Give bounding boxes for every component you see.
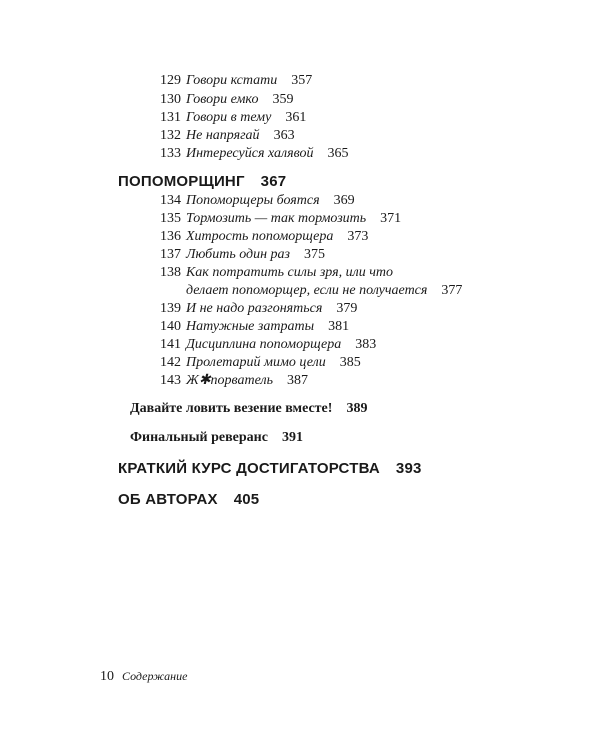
entry-title: Не напрягай	[186, 128, 260, 143]
entry-number: 131	[160, 110, 181, 125]
toc-entry	[160, 91, 293, 109]
toc-entry	[160, 228, 368, 246]
entry-page: 387	[287, 373, 308, 388]
toc-entry	[160, 192, 355, 210]
entry-number: 132	[160, 128, 181, 143]
entry-page: 365	[327, 146, 349, 161]
entry-title: Дисциплина попоморщера	[186, 337, 342, 352]
toc-subsection	[130, 430, 303, 446]
section-title: КРАТКИЙ КУРС ДОСТИГАТОРСТВА	[118, 460, 380, 477]
entry-page: 361	[285, 110, 307, 125]
entry-page: 379	[336, 301, 358, 316]
running-footer-label: Содержание	[122, 669, 188, 683]
toc-entry	[160, 264, 462, 300]
entry-title-continuation	[160, 282, 462, 300]
entry-page: 383	[355, 337, 377, 352]
entry-number: 143	[160, 373, 181, 388]
entry-title: Как потратить силы зря, или что	[186, 265, 394, 280]
entry-page: 357	[291, 73, 313, 88]
entry-title: Хитрость попоморщера	[186, 229, 334, 244]
subsection-title: Финальный реверанс	[130, 430, 268, 445]
toc-entry	[160, 246, 325, 264]
toc-entry	[160, 372, 308, 390]
entry-title: И не надо разгоняться	[186, 301, 323, 316]
entry-title: Любить один раз	[186, 247, 290, 262]
toc-entry	[160, 300, 357, 318]
toc-entry	[160, 354, 361, 372]
entry-title: Попоморщеры боятся	[186, 193, 320, 208]
entry-number: 133	[160, 146, 181, 161]
subsection-page: 389	[346, 401, 368, 416]
toc-entry	[160, 210, 401, 228]
entry-number: 142	[160, 355, 181, 370]
entry-page: 373	[347, 229, 369, 244]
entry-number: 137	[160, 247, 181, 262]
entry-page: 359	[272, 92, 294, 107]
toc-section	[118, 491, 259, 508]
entry-number: 138	[160, 265, 181, 280]
entry-title: Интересуйся халявой	[186, 146, 314, 161]
toc-entry	[160, 127, 295, 145]
entry-page: 375	[304, 247, 325, 262]
entry-page: 363	[273, 128, 295, 143]
toc-entry	[160, 318, 349, 336]
page-number: 10	[100, 669, 114, 684]
entry-number: 130	[160, 92, 181, 107]
entry-number: 136	[160, 229, 181, 244]
toc-subsection	[130, 401, 367, 417]
section-title: ОБ АВТОРАХ	[118, 491, 218, 508]
page-footer	[100, 669, 187, 685]
toc-entry	[160, 72, 312, 90]
entry-page: 371	[380, 211, 402, 226]
entry-number: 135	[160, 211, 181, 226]
entry-title: Ж✱порватель	[186, 373, 273, 388]
toc-section	[118, 173, 286, 190]
entry-page: 377	[441, 283, 463, 298]
entry-page: 369	[333, 193, 355, 208]
entry-number: 134	[160, 193, 181, 208]
subsection-title: Давайте ловить везение вместе!	[130, 401, 333, 416]
entry-number: 129	[160, 73, 181, 88]
entry-page: 381	[328, 319, 350, 334]
section-page: 367	[260, 173, 287, 190]
section-title: ПОПОМОРЩИНГ	[118, 173, 245, 190]
entry-title: Пролетарий мимо цели	[186, 355, 326, 370]
subsection-page: 391	[281, 430, 303, 445]
toc-entry	[160, 145, 349, 163]
toc-section	[118, 460, 422, 477]
entry-title: Говори кстати	[186, 73, 278, 88]
entry-title-line-2: делает попоморщер, если не получается	[186, 283, 428, 298]
entry-title: Натужные затраты	[186, 319, 315, 334]
section-page: 393	[395, 460, 422, 477]
section-page: 405	[233, 491, 260, 508]
entry-number: 141	[160, 337, 181, 352]
entry-title: Говори в тему	[186, 110, 272, 125]
entry-number: 139	[160, 301, 181, 316]
toc-entry	[160, 109, 306, 127]
entry-number: 140	[160, 319, 181, 334]
entry-title: Тормозить — так тормозить	[186, 211, 367, 226]
entry-page: 385	[339, 355, 361, 370]
toc-entry	[160, 336, 376, 354]
entry-title: Говори емко	[186, 92, 259, 107]
